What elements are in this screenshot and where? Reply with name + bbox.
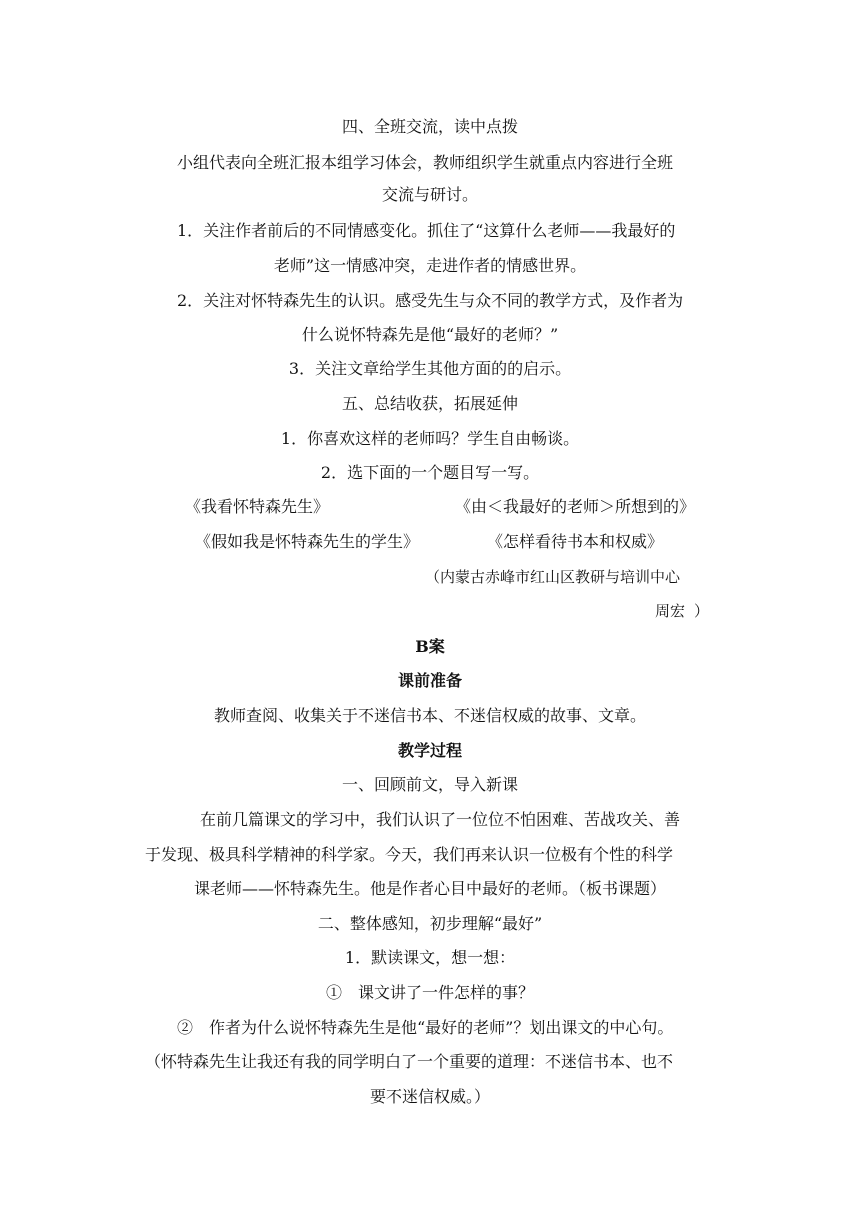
- topic-4: 《怎样看待书本和权威》: [487, 532, 664, 551]
- section-four-title: 四、全班交流，读中点拨: [341, 117, 518, 136]
- process-heading: 教学过程: [397, 741, 462, 760]
- section-five-title: 五、总结收获，拓展延伸: [341, 394, 518, 413]
- section-five-point-1: 1．你喜欢这样的老师吗？学生自由畅谈。: [280, 429, 580, 448]
- section-one-paragraph-line-2: 于发现、极具科学精神的科学家。今天，我们再来认识一位极有个性的科学: [145, 845, 674, 864]
- section-one-paragraph-line-1: 在前几篇课文的学习中，我们认识了一位位不怕困难、苦战攻关、善: [200, 810, 681, 829]
- prep-heading: 课前准备: [397, 671, 462, 690]
- section-two-question-2: ② 作者为什么说怀特森先生是他“最好的老师”？划出课文的中心句。: [177, 1018, 674, 1037]
- section-two-title: 二、整体感知，初步理解“最好”: [317, 914, 543, 933]
- section-two-question-1: ① 课文讲了一件怎样的事？: [325, 983, 534, 1002]
- section-four-point-3: 3．关注文章给学生其他方面的的启示。: [288, 359, 572, 378]
- section-four-point-2-line-1: 2．关注对怀特森先生的认识。感受先生与众不同的教学方式，及作者为: [177, 291, 684, 310]
- section-four-point-2-line-2: 什么说怀特森先是他“最好的老师？”: [301, 325, 559, 344]
- topic-3: 《假如我是怀特森先生的学生》: [195, 532, 420, 551]
- section-four-point-1-line-1: 1．关注作者前后的不同情感变化。抓住了“这算什么老师——我最好的: [177, 221, 676, 240]
- section-two-answer-line-1: （怀特森先生让我还有我的同学明白了一个重要的道理：不迷信书本、也不: [145, 1052, 674, 1071]
- topic-2: 《由＜我最好的老师＞所想到的》: [455, 497, 696, 516]
- section-two-answer-line-2: 要不迷信权威。）: [369, 1087, 490, 1106]
- section-five-point-2: 2．选下面的一个题目写一写。: [320, 463, 540, 482]
- section-one-title: 一、回顾前文，导入新课: [341, 775, 518, 794]
- section-two-step-1: 1．默读课文，想一想：: [344, 948, 516, 967]
- plan-b-heading: B案: [415, 637, 445, 656]
- author-credit-line-2: 周宏 ）: [655, 602, 710, 620]
- prep-text: 教师查阅、收集关于不迷信书本、不迷信权威的故事、文章。: [213, 706, 646, 725]
- section-four-intro-line-2: 交流与研讨。: [381, 185, 478, 204]
- section-one-paragraph-line-3: 课老师——怀特森先生。他是作者心目中最好的老师。（板书课题）: [193, 879, 666, 898]
- section-four-intro-line-1: 小组代表向全班汇报本组学习体会，教师组织学生就重点内容进行全班: [177, 153, 674, 172]
- topic-1: 《我看怀特森先生》: [185, 497, 330, 516]
- section-four-point-1-line-2: 老师”这一情感冲突，走进作者的情感世界。: [273, 256, 587, 275]
- author-credit-line-1: （内蒙古赤峰市红山区教研与培训中心: [425, 568, 681, 586]
